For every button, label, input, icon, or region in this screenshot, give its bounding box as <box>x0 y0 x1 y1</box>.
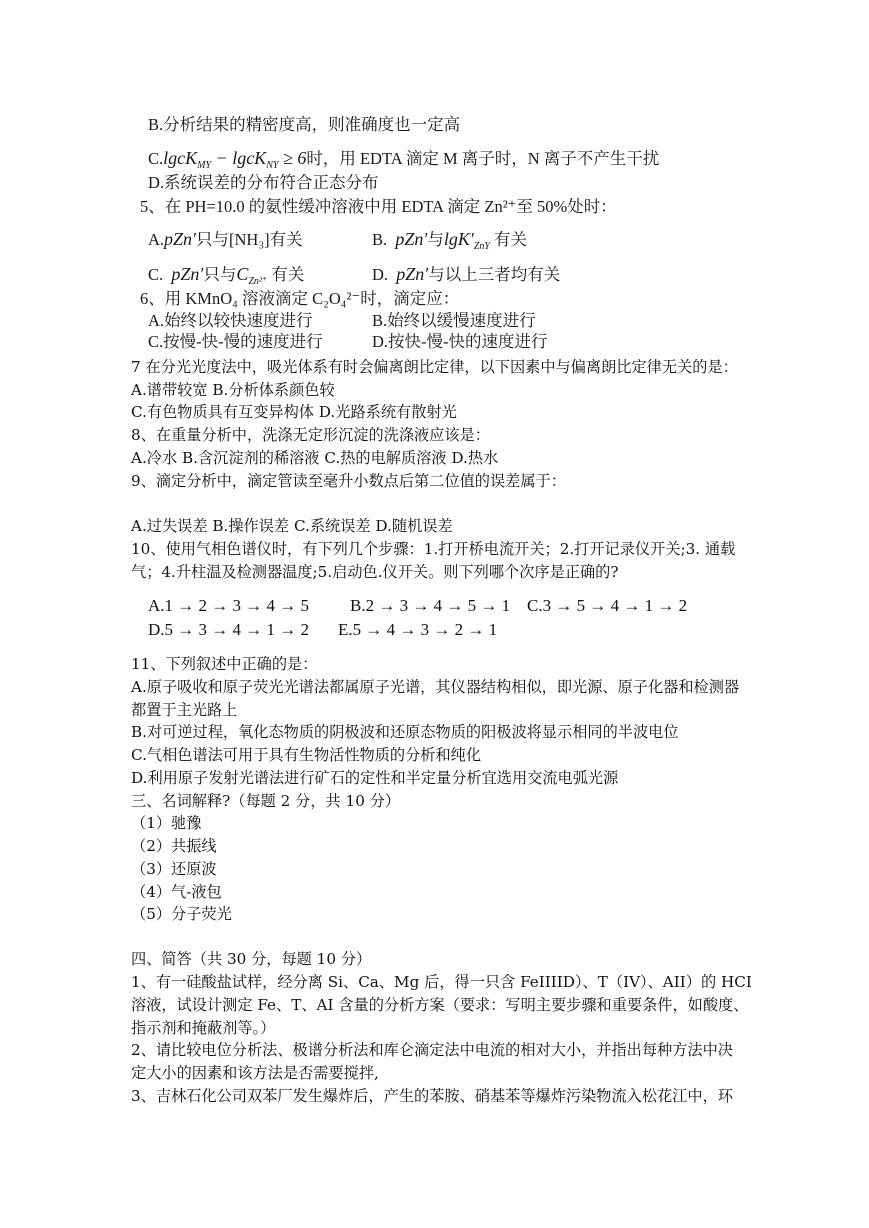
q5-c-end: 有关 <box>271 265 305 284</box>
section4-q1-line2: 溶液，试设计测定 Fe、T、AI 含量的分析方案（要求：写明主要步骤和重要条件，如酸度、 <box>131 996 749 1014</box>
q4-formula-end: ≥ 6 <box>278 148 307 168</box>
q4-formula-a: lgcK <box>163 148 198 168</box>
section3-item: （1）驰豫 <box>131 814 202 832</box>
q8-options: A.冷水 B.含沉淀剂的稀溶液 C.热的电解质溶液 D.热水 <box>131 449 499 467</box>
q5-option-b <box>372 226 527 252</box>
q5-d-text: 与以上三者均有关 <box>428 265 561 284</box>
q5-b-end: 有关 <box>494 230 528 249</box>
section3-item: （3）还原波 <box>131 860 217 878</box>
q5-a-pzn: pZn′ <box>164 229 196 249</box>
q5-b-label: B. <box>372 230 388 249</box>
q5-a-text: 只与[NH₃]有关 <box>196 230 303 249</box>
q11-option-c: C.气相色谱法可用于具有生物活性物质的分析和纯化 <box>131 746 482 764</box>
q5-b-pzn: pZn′ <box>395 229 428 249</box>
q6-option-a: A.始终以较快速度进行 <box>148 311 313 330</box>
q4-option-c <box>148 145 659 171</box>
q9-stem: 9、滴定分析中，滴定管读至毫升小数点后第二位值的误差属于： <box>131 472 566 490</box>
section3-item: （4）气-液包 <box>131 883 222 901</box>
q5-option-d <box>372 261 560 285</box>
q6-option-d: D.按快-慢-快的速度进行 <box>372 332 548 351</box>
q10-option-b: B.2 → 3 → 4 → 5 → 1 <box>350 596 511 615</box>
q11-option-a-line1: A.原子吸收和原子荧光光谱法都属原子光谱，其仪器结构相似，即光源、原子化器和检测器 <box>131 678 740 696</box>
q5-option-c <box>148 261 304 287</box>
q5-d-pzn: pZn′ <box>396 264 429 284</box>
q11-option-b: B.对可逆过程，氧化态物质的阴极波和还原态物质的阳极波将显示相同的半波电位 <box>131 723 679 741</box>
q5-a-label: A. <box>148 230 165 249</box>
q4-sub-b: NY <box>266 160 279 171</box>
q9-options: A.过失误差 B.操作误差 C.系统误差 D.随机误差 <box>131 517 453 535</box>
q5-d-label: D. <box>372 265 389 284</box>
q10-stem-line1: 10、使用气相色谱仪时，有下列几个步骤：1.打开桥电流开关；2.打开记录仪开关;3. 通载 <box>131 540 736 558</box>
section3-item: （2）共振线 <box>131 837 217 855</box>
q6-stem: 6、用 KMnO₄ 溶液滴定 C₂O₄²⁻时，滴定应： <box>140 289 460 308</box>
q4-option-b: B.分析结果的精密度高，则准确度也一定高 <box>148 115 461 134</box>
section4-q1-line1: 1、有一硅酸盐试样，经分离 Si、Ca、Mg 后，得一只含 FeIIIID）、T（IV）、AII）的 HCI <box>131 973 752 991</box>
q5-c-label: C. <box>148 265 164 284</box>
q5-b-sub: ZnY <box>473 241 490 252</box>
q11-stem: 11、下列叙述中正确的是： <box>131 655 318 673</box>
q5-option-a <box>148 226 303 250</box>
q10-option-c: C.3 → 5 → 4 → 1 → 2 <box>527 596 688 615</box>
q5-b-mid: 与 <box>427 230 444 249</box>
q11-option-a-line2: 都置于主光路上 <box>131 701 238 719</box>
q4-option-c-text: 时，用 EDTA 滴定 M 离子时，N 离子不产生干扰 <box>306 149 660 168</box>
q5-c-mid: 只与 <box>203 265 237 284</box>
section3-title: 三、名词解释?（每题 2 分，共 10 分） <box>131 792 401 810</box>
q4-formula-mid: − lgcK <box>211 148 267 168</box>
q5-c-pzn: pZn′ <box>171 264 204 284</box>
q7-stem: 7 在分光光度法中，吸光体系有时会偏离朗比定律，以下因素中与偏离朗比定律无关的是： <box>131 358 738 376</box>
section4-title: 四、简答（共 30 分，每题 10 分） <box>131 950 372 968</box>
q11-option-d: D.利用原子发射光谱法进行矿石的定性和半定量分析宜选用交流电弧光源 <box>131 769 619 787</box>
q5-c-formula: C <box>236 264 249 284</box>
q5-b-formula: lgK′ <box>443 229 474 249</box>
q4-option-d: D.系统误差的分布符合正态分布 <box>148 173 379 192</box>
q10-option-d: D.5 → 3 → 4 → 1 → 2 <box>148 620 310 639</box>
q10-option-e: E.5 → 4 → 3 → 2 → 1 <box>338 620 498 639</box>
q7-options-ab: A.谱带较宽 B.分析体系颜色较 <box>131 381 335 399</box>
q5-stem: 5、在 PH=10.0 的氨性缓冲溶液中用 EDTA 滴定 Zn²⁺至 50%处时： <box>140 197 617 216</box>
q7-options-cd: C.有色物质具有互变异构体 D.光路系统有散射光 <box>131 403 457 421</box>
section4-q3-line1: 3、吉林石化公司双苯厂发生爆炸后，产生的苯胺、硝基苯等爆炸污染物流入松花江中，环 <box>131 1087 733 1105</box>
q6-option-c: C.按慢-快-慢的速度进行 <box>148 332 323 351</box>
q4-sub-a: MY <box>197 160 212 171</box>
q8-stem: 8、在重量分析中，洗涤无定形沉淀的洗涤液应该是： <box>131 426 490 444</box>
section4-q2-line2: 定大小的因素和该方法是否需要搅拌, <box>131 1064 379 1082</box>
q6-option-b: B.始终以缓慢速度进行 <box>372 311 536 330</box>
section4-q2-line1: 2、请比较电位分析法、极谱分析法和库仑滴定法中电流的相对大小，并指出每种方法中决 <box>131 1041 733 1059</box>
section3-item: （5）分子荧光 <box>131 905 232 923</box>
q4-option-c-label: C. <box>148 149 164 168</box>
q5-c-sub: Zn²⁺ <box>248 276 268 287</box>
q10-option-a: A.1 → 2 → 3 → 4 → 5 <box>148 596 310 615</box>
q10-stem-line2: 气；4.升柱温及检测器温度;5.启动色.仪开关。则下列哪个次序是正确的? <box>131 563 619 581</box>
section4-q1-line3: 指示剂和掩蔽剂等。） <box>131 1019 276 1037</box>
